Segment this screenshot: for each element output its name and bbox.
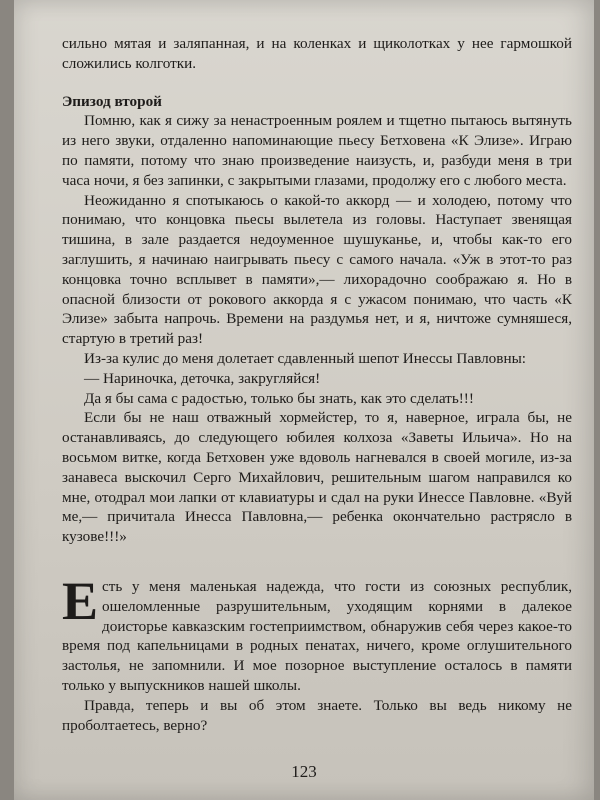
- paragraph: Помню, как я сижу за ненастроенным роялем и тщетно пытаюсь вытянуть из него звуки, отдаленно напоминающие пьесу Бетховена «К Элизе». Играю по памяти, потому что знаю произведение наизусть, и, разбуди меня в три часа ночи, я без запинки, с закрытыми глазами, продолжу его с любого места.: [62, 112, 572, 189]
- book-page: [14, 0, 594, 800]
- opening-lines: сильно мятая и заляпанная, и на коленках и щиколотках у нее гармошкой сложились колготки.: [62, 35, 572, 72]
- closing-paragraph-text: сть у меня маленькая надежда, что гости из союзных республик, ошеломленные разрушительным, уходящим корнями в далекое доисторье кавказским гостеприимством, обнаружив себя через какое-то время под капельницами в родных пенатах, ничего, кроме оглушительного застолья, не запомнили. И мое позорное выступление осталось в памяти только у выпускников нашей школы.: [62, 577, 572, 694]
- paragraph: Из-за кулис до меня долетает сдавленный шепот Инессы Павловны:: [84, 349, 527, 367]
- closing-paragraph: [62, 570, 572, 696]
- paragraph: Если бы не наш отважный хормейстер, то я, наверное, играла бы, не останавливаясь, до следующего юбилея колхоза «Заветы Ильича». Но на восьмом витке, когда Бетховен уже вдоволь нагневался в своей могиле, из-за занавеса выскочил Серго Михайлович, решительным шагом направился ко мне, отодрал мои лапки от клавиатуры и сдал на руки Инессе Павловне. «Вуй ме,— причитала Инесса Павловна,— ребенка окончательно растрясло в кузове!!!»: [62, 409, 572, 546]
- paragraph: — Нариночка, деточка, закругляйся!: [84, 369, 321, 387]
- episode-heading: Эпизод второй: [62, 92, 162, 110]
- paragraph: Неожиданно я спотыкаюсь о какой-то аккорд — и холодею, потому что понимаю, что концовка пьесы вылетела из головы. Наступает звенящая тишина, в зале раздается недоуменное шушуканье, и, чтобы как-то его заглушить, я начинаю наигрывать пьесу с самого начала. «Уж в этот-то раз концовка точно всплывет в памяти»,— лихорадочно соображаю я. Но в опасной близости от рокового аккорда я с ужасом понимаю, что часть «К Элизе» забыта напрочь. Времени на раздумья нет, и я, ничтоже сумняшеся, стартую в третий раз!: [62, 191, 572, 348]
- page-number: 123: [291, 762, 317, 781]
- page-text: [62, 34, 572, 735]
- final-paragraph: Правда, теперь и вы об этом знаете. Только вы ведь никому не проболтаетесь, верно?: [62, 696, 572, 734]
- drop-cap: Е: [62, 570, 99, 631]
- section-gap: [62, 547, 572, 577]
- paragraph: Да я бы сама с радостью, только бы знать, как это сделать!!!: [84, 389, 474, 407]
